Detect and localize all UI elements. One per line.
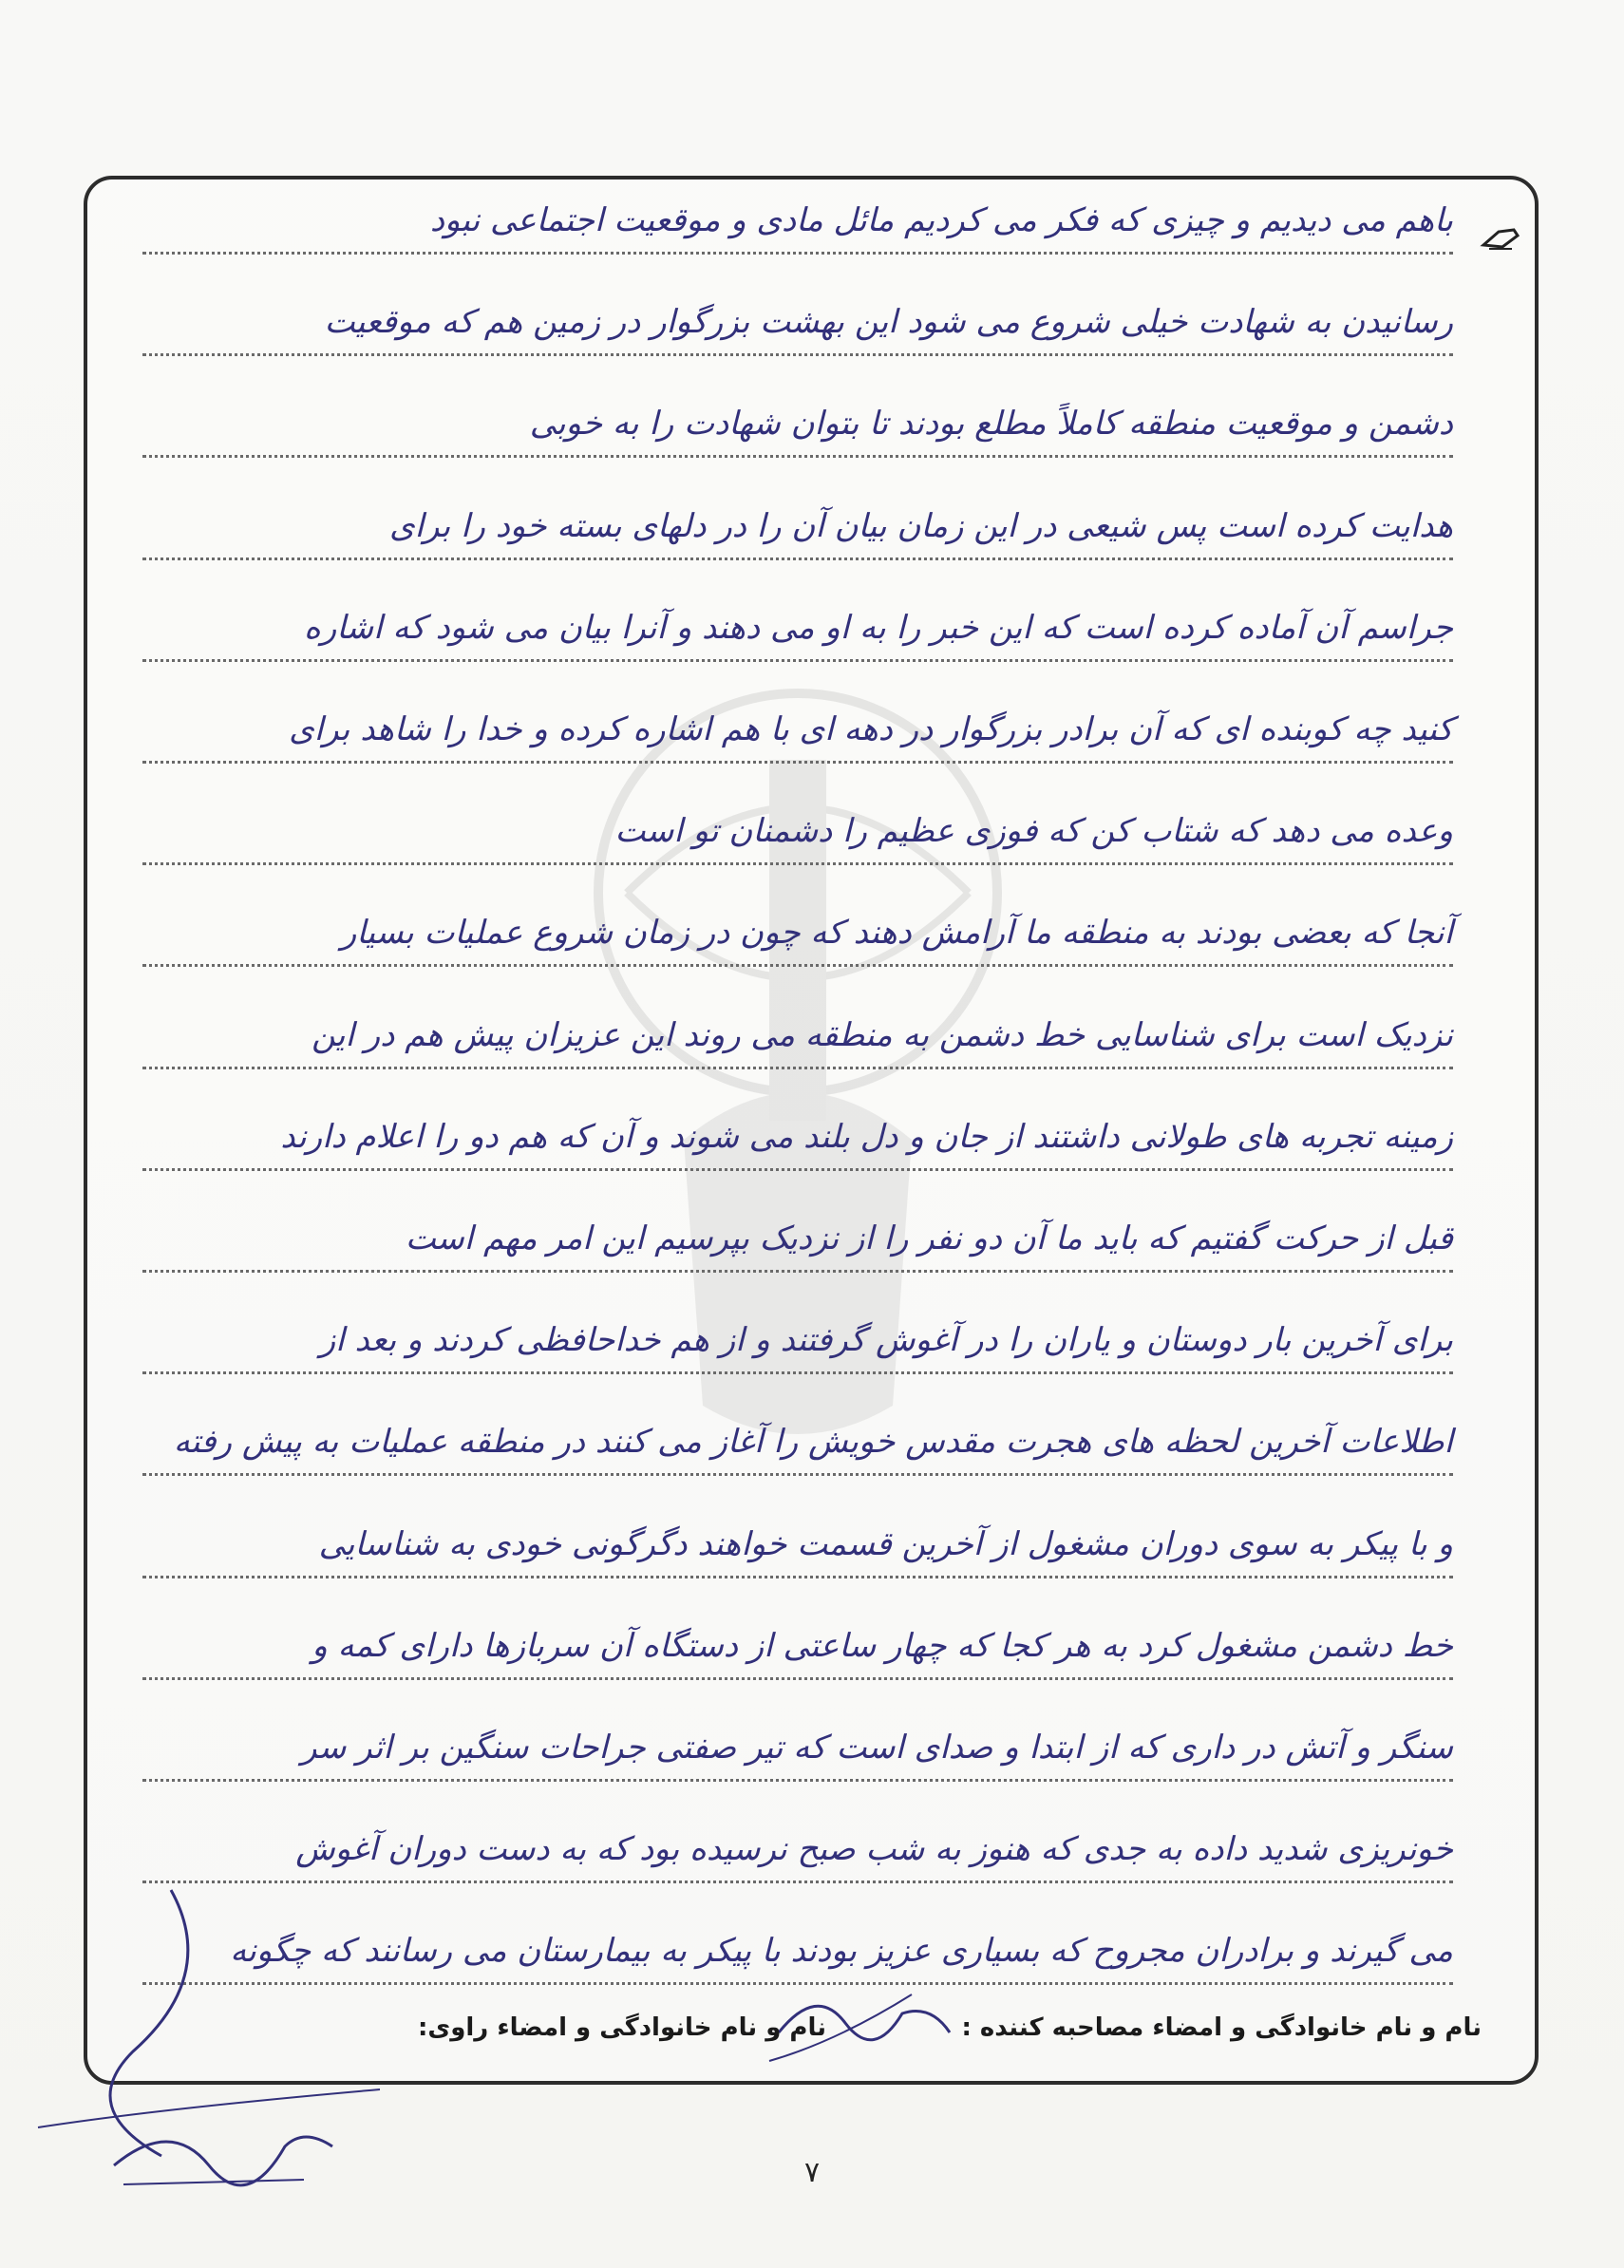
- page-number: ۷: [803, 2156, 821, 2189]
- handwritten-text: خط دشمن مشغول کرد به هر کجا که چهار ساعتی از دستگاه آن سربازها دارای کمه و: [312, 1626, 1453, 1665]
- handwritten-line: [142, 1578, 1453, 1680]
- handwritten-line: [142, 763, 1453, 865]
- handwritten-text: دشمن و موقعیت منطقه کاملاً مطلع بودند تا بتوان شهادت را به خوبی: [529, 405, 1453, 444]
- handwritten-text: اطلاعات آخرین لحظه های هجرت مقدس خویش را آغاز می کنند در منطقه عملیات به پیش رفته: [173, 1423, 1453, 1462]
- handwritten-text: خونریزی شدید داده به جدی که هنوز به شب صبح نرسیده بود که به دست دوران آغوش: [295, 1830, 1453, 1869]
- handwritten-text: می گیرند و برادران مجروح که بسیاری عزیز بودند با پیکر به بیمارستان می رسانند که چگونه: [230, 1932, 1453, 1971]
- narrator-label: نام و نام خانوادگی و امضاء راوی:: [418, 2013, 826, 2042]
- handwritten-line: [142, 152, 1453, 255]
- handwritten-line: [142, 1272, 1453, 1374]
- handwritten-line: [142, 1781, 1453, 1883]
- handwritten-text: وعده می دهد که شتاب کن که فوزی عظیم را دشمنان تو است: [614, 812, 1453, 851]
- handwritten-line: [142, 1373, 1453, 1476]
- handwritten-line: [142, 661, 1453, 764]
- handwritten-text: آنجا که بعضی بودند به منطقه ما آرامش دهند که چون در زمان شروع عملیات بسیار: [340, 914, 1453, 953]
- writing-hand-icon: [1480, 224, 1521, 253]
- handwritten-text: کنید چه کوبنده ای که آن برادر بزرگوار در دهه ای با هم اشاره کرده و خدا را شاهد برای: [289, 710, 1453, 748]
- handwritten-text: هدایت کرده است پس شیعی در این زمان بیان آن را در دلهای بسته خود را برای: [388, 506, 1453, 545]
- handwritten-line: [142, 864, 1453, 967]
- interviewer-label: نام و نام خانوادگی و امضاء مصاحبه کننده :: [961, 2013, 1482, 2042]
- handwritten-line: [142, 559, 1453, 662]
- handwritten-line: [142, 967, 1453, 1069]
- handwritten-text: برای آخرین بار دوستان و یاران را در آغوش گرفتند و از هم خداحافظی کردند و بعد از: [319, 1321, 1453, 1360]
- handwritten-line: [142, 1068, 1453, 1171]
- handwritten-line: [142, 355, 1453, 458]
- handwritten-text: باهم می دیدیم و چیزی که فکر می کردیم مائل مادی و موقعیت اجتماعی نبود: [429, 201, 1453, 239]
- handwritten-line: [142, 1476, 1453, 1578]
- handwritten-text: جراسم آن آماده کرده است که این خبر را به او می دهند و آنرا بیان می شود که اشاره: [304, 608, 1453, 647]
- handwritten-text: و با پیکر به سوی دوران مشغول از آخرین قسمت خواهند دگرگونی خودی به شناسایی: [318, 1524, 1453, 1563]
- handwritten-text: زمینه تجربه های طولانی داشتند از جان و دل بلند می شوند و آن که هم دو را اعلام دارند: [280, 1117, 1453, 1156]
- handwritten-line: [142, 458, 1453, 560]
- handwritten-line: [142, 1679, 1453, 1782]
- narrator-signature: [19, 1881, 418, 2203]
- handwritten-text: رسانیدن به شهادت خیلی شروع می شود این بهشت بزرگوار در زمین هم که موقعیت: [324, 303, 1453, 342]
- handwritten-text: سنگر و آتش در داری که از ابتدا و صدای است که تیر صفتی جراحات سنگین بر اثر سر: [301, 1729, 1453, 1767]
- handwritten-text: نزدیک است برای شناسایی خط دشمن به منطقه می روند این عزیزان پیش هم در این: [312, 1015, 1453, 1054]
- handwritten-text: قبل از حرکت گفتیم که باید ما آن دو نفر را از نزدیک بپرسیم این امر مهم است: [405, 1219, 1453, 1257]
- handwritten-line: [142, 254, 1453, 356]
- handwritten-line: [142, 1170, 1453, 1273]
